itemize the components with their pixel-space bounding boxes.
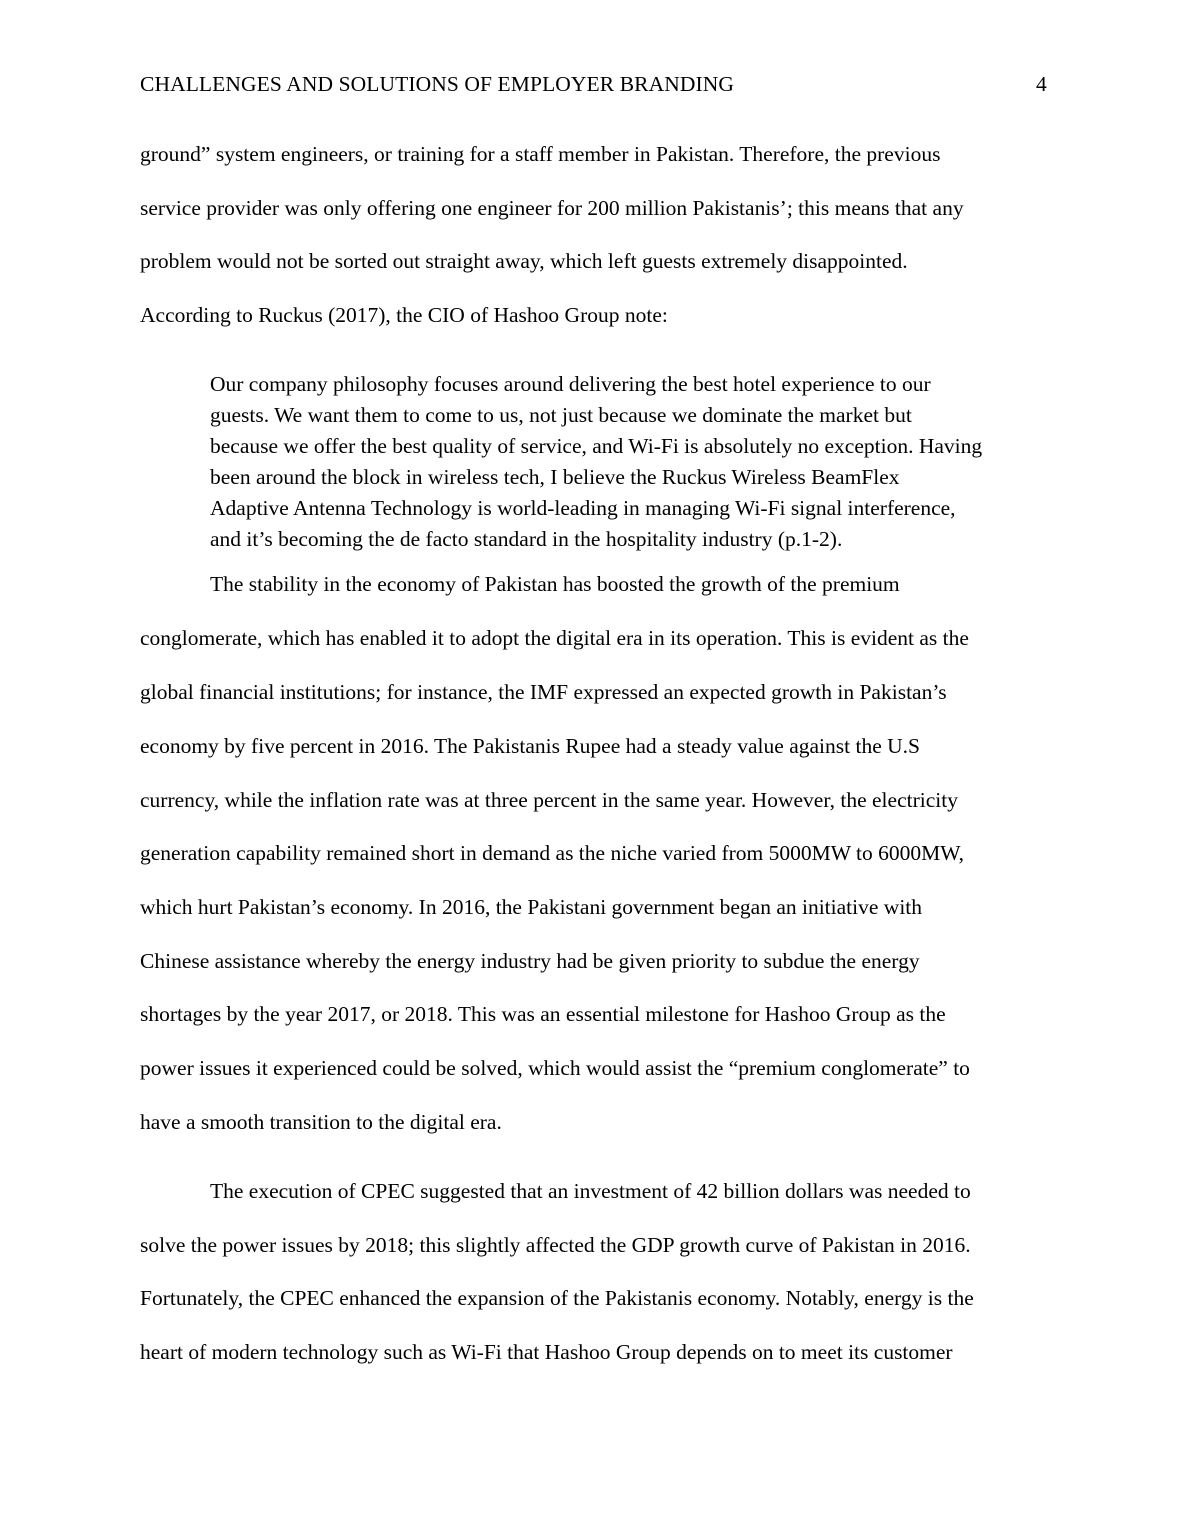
text-line: service provider was only offering one engineer for 200 million Pakistanis’; this means that any [140,196,964,220]
text-line: conglomerate, which has enabled it to adopt the digital era in its operation. This is evident as the [140,626,969,650]
text-line: Fortunately, the CPEC enhanced the expansion of the Pakistanis economy. Notably, energy is the [140,1286,974,1310]
quote-line: because we offer the best quality of service, and Wi-Fi is absolutely no exception. Having [210,434,983,458]
text-line: The execution of CPEC suggested that an investment of 42 billion dollars was needed to [210,1179,971,1203]
text-line: economy by five percent in 2016. The Pakistanis Rupee had a steady value against the U.S [140,734,920,758]
text-line: have a smooth transition to the digital era. [140,1110,502,1134]
quote-line: guests. We want them to come to us, not just because we dominate the market but [210,403,912,427]
text-line: which hurt Pakistan’s economy. In 2016, the Pakistani government began an initiative with [140,895,923,919]
text-line: currency, while the inflation rate was at three percent in the same year. However, the electricity [140,788,958,812]
quote-line: been around the block in wireless tech, I believe the Ruckus Wireless BeamFlex [210,465,900,489]
text-line: ground” system engineers, or training for a staff member in Pakistan. Therefore, the previous [140,142,941,166]
quote-line: and it’s becoming the de facto standard in the hospitality industry (p.1-2). [210,527,843,551]
running-head: CHALLENGES AND SOLUTIONS OF EMPLOYER BRANDING [140,72,734,96]
text-line: problem would not be sorted out straight away, which left guests extremely disappointed. [140,249,908,273]
text-line: solve the power issues by 2018; this slightly affected the GDP growth curve of Pakistan in 2016. [140,1233,971,1257]
text-line: According to Ruckus (2017), the CIO of Hashoo Group note: [140,303,668,327]
text-line: shortages by the year 2017, or 2018. This was an essential milestone for Hashoo Group as the [140,1002,946,1026]
text-line: The stability in the economy of Pakistan has boosted the growth of the premium [210,572,900,596]
text-line: generation capability remained short in demand as the niche varied from 5000MW to 6000MW, [140,841,964,865]
text-line: heart of modern technology such as Wi-Fi that Hashoo Group depends on to meet its customer [140,1340,953,1364]
quote-line: Adaptive Antenna Technology is world-leading in managing Wi-Fi signal interference, [210,496,956,520]
text-line: power issues it experienced could be solved, which would assist the “premium conglomerate” to [140,1056,970,1080]
page-number: 4 [1036,72,1047,96]
quote-line: Our company philosophy focuses around delivering the best hotel experience to our [210,372,931,396]
text-line: Chinese assistance whereby the energy industry had be given priority to subdue the energy [140,949,920,973]
text-line: global financial institutions; for instance, the IMF expressed an expected growth in Pakistan’s [140,680,947,704]
